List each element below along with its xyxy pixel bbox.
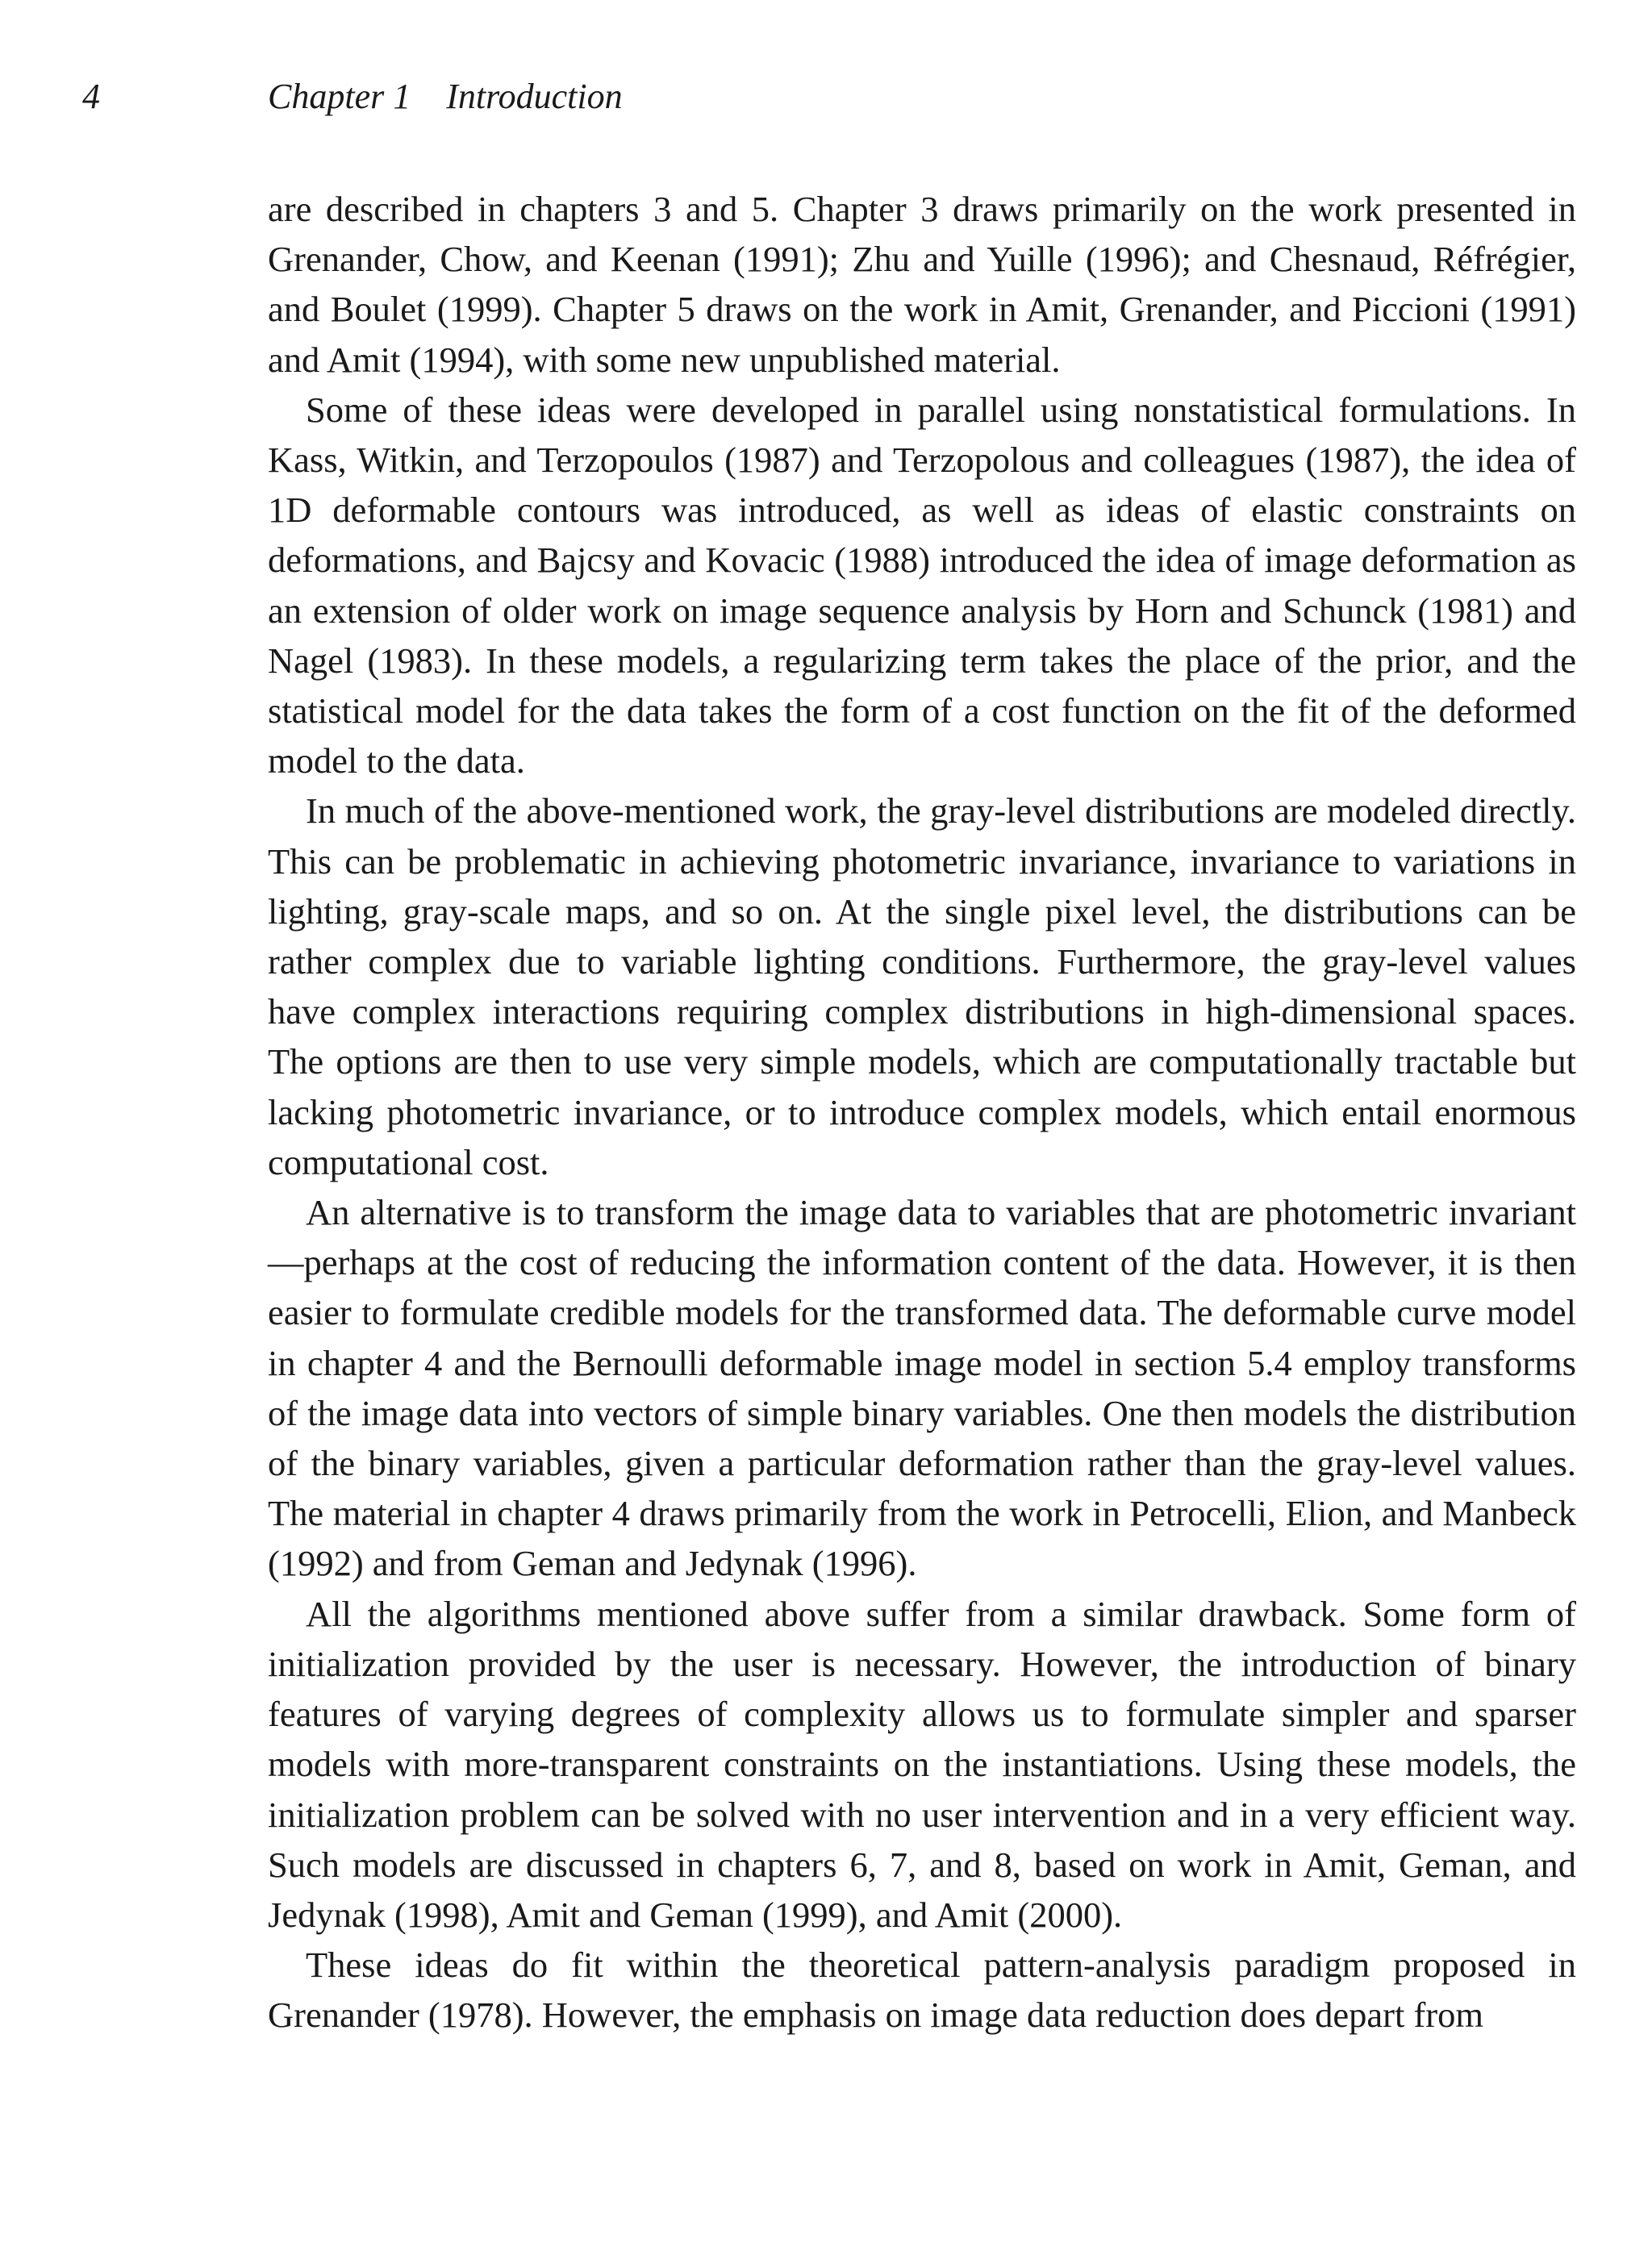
paragraph-2: Some of these ideas were developed in parallel using nonstatistical formulations. In Kass, Witkin, and Terzopoulos (1987) and Terzopolous and colleagues (1987), the idea of 1D deformable contours was introduced, as well as ideas of elastic constraints on deformations, and Bajcsy and Kovacic (1988) introduced the idea of image deformation as an extension of older work on image sequence analysis by Horn and Schunck (1981) and Nagel (1983). In these models, a regularizing term takes the place of the prior, and the statistical model for the data takes the form of a cost function on the fit of the deformed model to the data. [268, 389, 1576, 782]
chapter-label: Chapter 1 [268, 77, 411, 116]
running-head [0, 73, 1652, 121]
chapter-title: Introduction [446, 77, 623, 116]
body-text [268, 184, 1576, 2041]
chapter-heading [268, 73, 623, 121]
paragraph-6: These ideas do fit within the theoretical pattern-analysis paradigm proposed in Grenander (1978). However, the emphasis on image data reduction does depart from [268, 1945, 1576, 2036]
paragraph-5: All the algorithms mentioned above suffer from a similar drawback. Some form of initialization provided by the user is necessary. However, the introduction of binary features of varying degrees of complexity allows us to formulate simpler and sparser models with more-transparent constraints on the instantiations. Using these models, the initialization problem can be solved with no user intervention and in a very efficient way. Such models are discussed in chapters 6, 7, and 8, based on work in Amit, Geman, and Jedynak (1998), Amit and Geman (1999), and Amit (2000). [268, 1593, 1576, 1935]
paragraph-4: An alternative is to transform the image data to variables that are photometric invariant—perhaps at the cost of reducing the information content of the data. However, it is then easier to formulate credible models for the transformed data. The deformable curve model in chapter 4 and the Bernoulli deformable image model in section 5.4 employ transforms of the image data into vectors of simple binary variables. One then models the distribution of the binary variables, given a particular deformation rather than the gray-level values. The material in chapter 4 draws primarily from the work in Petrocelli, Elion, and Manbeck (1992) and from Geman and Jedynak (1996). [268, 1192, 1576, 1584]
page-number: 4 [82, 77, 100, 116]
paragraph-1: are described in chapters 3 and 5. Chapter 3 draws primarily on the work presented in Grenander, Chow, and Keenan (1991); Zhu and Yuille (1996); and Chesnaud, Réfrégier, and Boulet (1999). Chapter 5 draws on the work in Amit, Grenander, and Piccioni (1991) and Amit (1994), with some new unpublished material. [268, 189, 1576, 380]
paragraph-3: In much of the above-mentioned work, the gray-level distributions are modeled directly. This can be problematic in achieving photometric invariance, invariance to variations in lighting, gray-scale maps, and so on. At the single pixel level, the distributions can be rather complex due to variable lighting conditions. Furthermore, the gray-level values have complex interactions requiring complex distributions in high-dimensional spaces. The options are then to use very simple models, which are computationally tractable but lacking photometric invariance, or to introduce complex models, which entail enormous computational cost. [268, 790, 1576, 1182]
